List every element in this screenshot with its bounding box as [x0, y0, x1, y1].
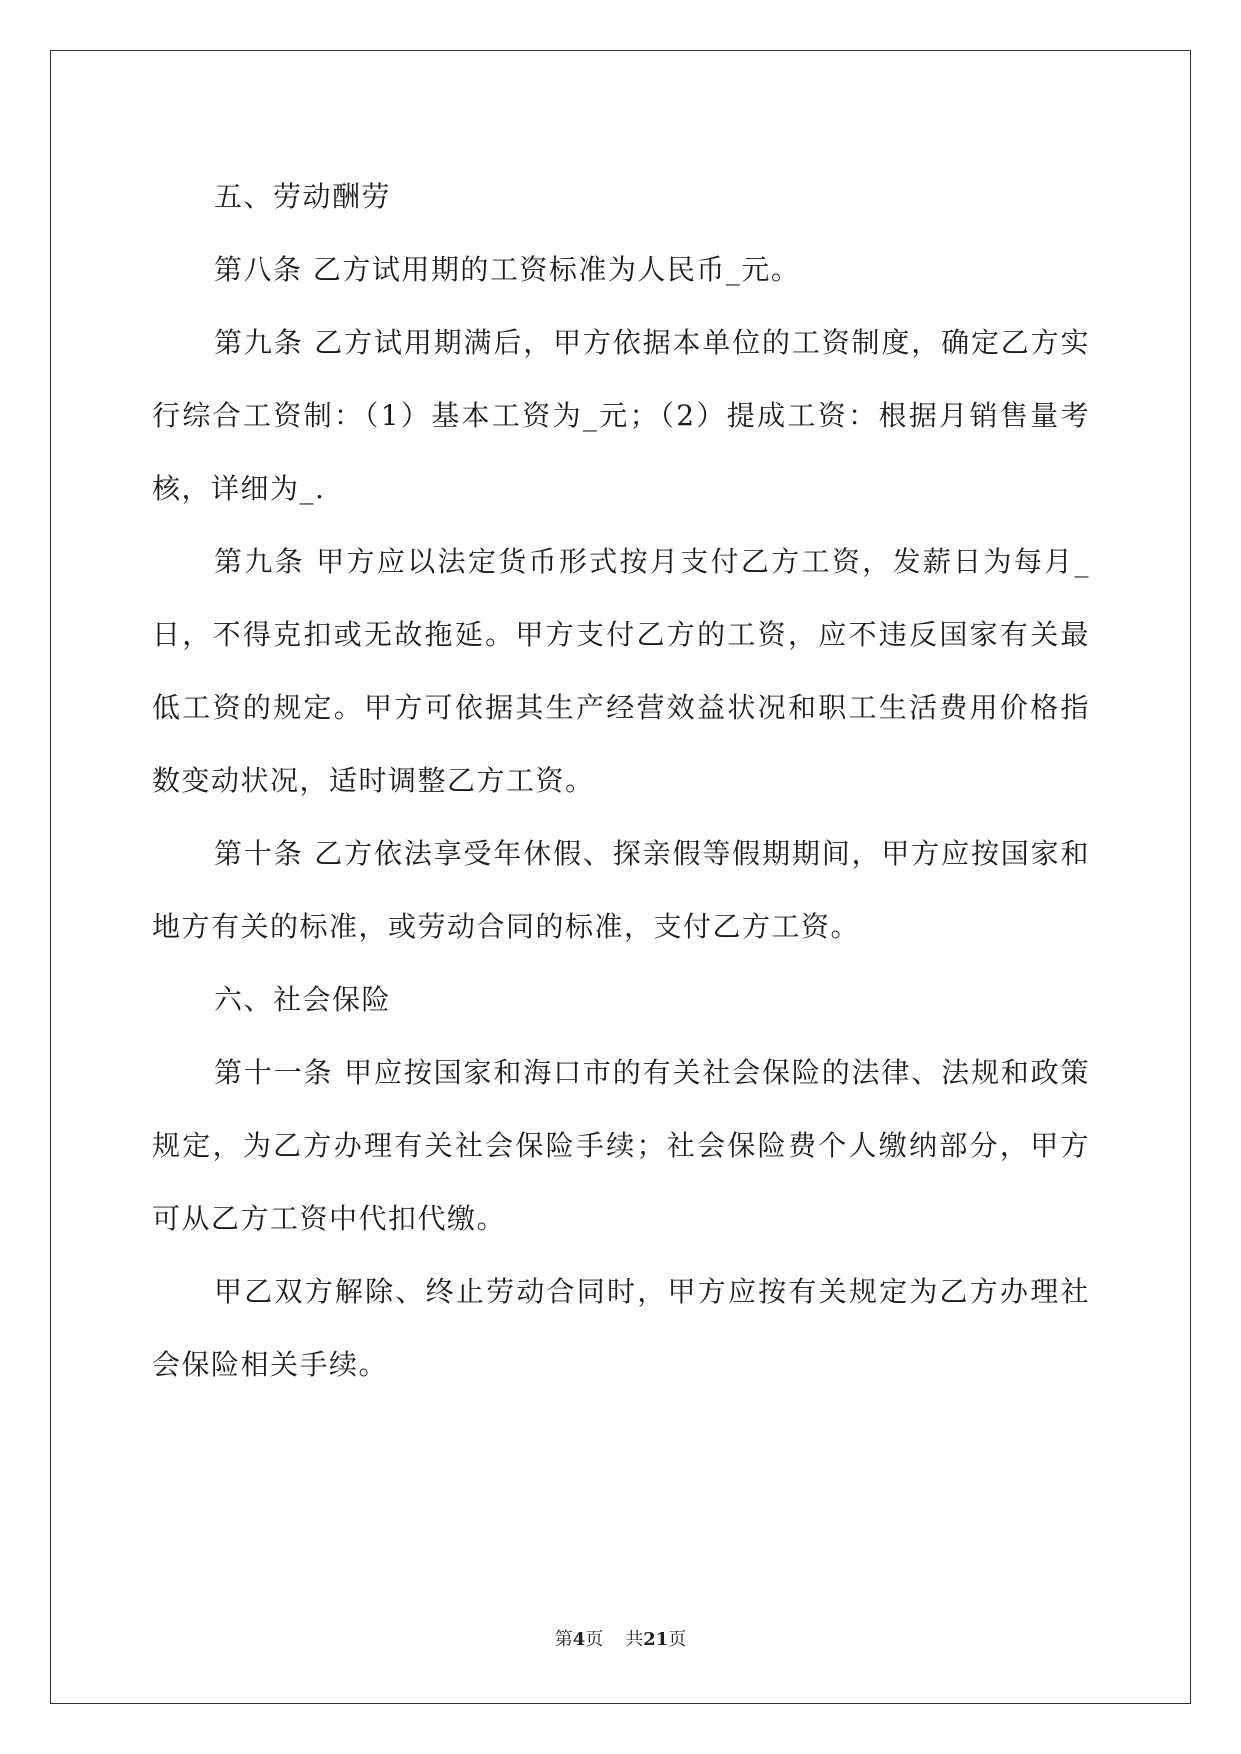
termination-insurance-paragraph: 甲乙双方解除、终止劳动合同时，甲方应按有关规定为乙方办理社会保险相关手续。: [152, 1275, 1090, 1381]
section-heading-social-insurance: 六、社会保险: [214, 983, 392, 1016]
total-suffix: 页: [668, 1629, 687, 1650]
article-8-paragraph: 第八条 乙方试用期的工资标准为人民币_元。: [214, 253, 801, 286]
page-number: 4: [572, 1629, 586, 1650]
article-9-paragraph: 第九条 乙方试用期满后，甲方依据本单位的工资制度，确定乙方实行综合工资制：（1）基本工资为_元；（2）提成工资：根据月销售量考核，详细为_.: [152, 326, 1090, 505]
section-heading-labor-pay: 五、劳动酬劳: [214, 180, 392, 213]
total-prefix: 共: [625, 1629, 644, 1650]
article-10-paragraph: 第十条 乙方依法享受年休假、探亲假等假期期间，甲方应按国家和地方有关的标准，或劳动合同的标准，支付乙方工资。: [152, 837, 1090, 943]
page-footer: [0, 1625, 1241, 1651]
article-11-paragraph: 第十一条 甲应按国家和海口市的有关社会保险的法律、法规和政策规定，为乙方办理有关社会保险手续；社会保险费个人缴纳部分，甲方可从乙方工资中代扣代缴。: [152, 1056, 1090, 1235]
total-pages: 21: [643, 1629, 669, 1650]
document-body: [152, 160, 1090, 1401]
page-prefix: 第: [554, 1629, 573, 1650]
article-9-payment-paragraph: 第九条 甲方应以法定货币形式按月支付乙方工资，发薪日为每月_日，不得克扣或无故拖延。甲方支付乙方的工资，应不违反国家有关最低工资的规定。甲方可依据其生产经营效益状况和职工生活费用价格指数变动状况，适时调整乙方工资。: [152, 545, 1090, 797]
page-suffix: 页: [585, 1629, 604, 1650]
